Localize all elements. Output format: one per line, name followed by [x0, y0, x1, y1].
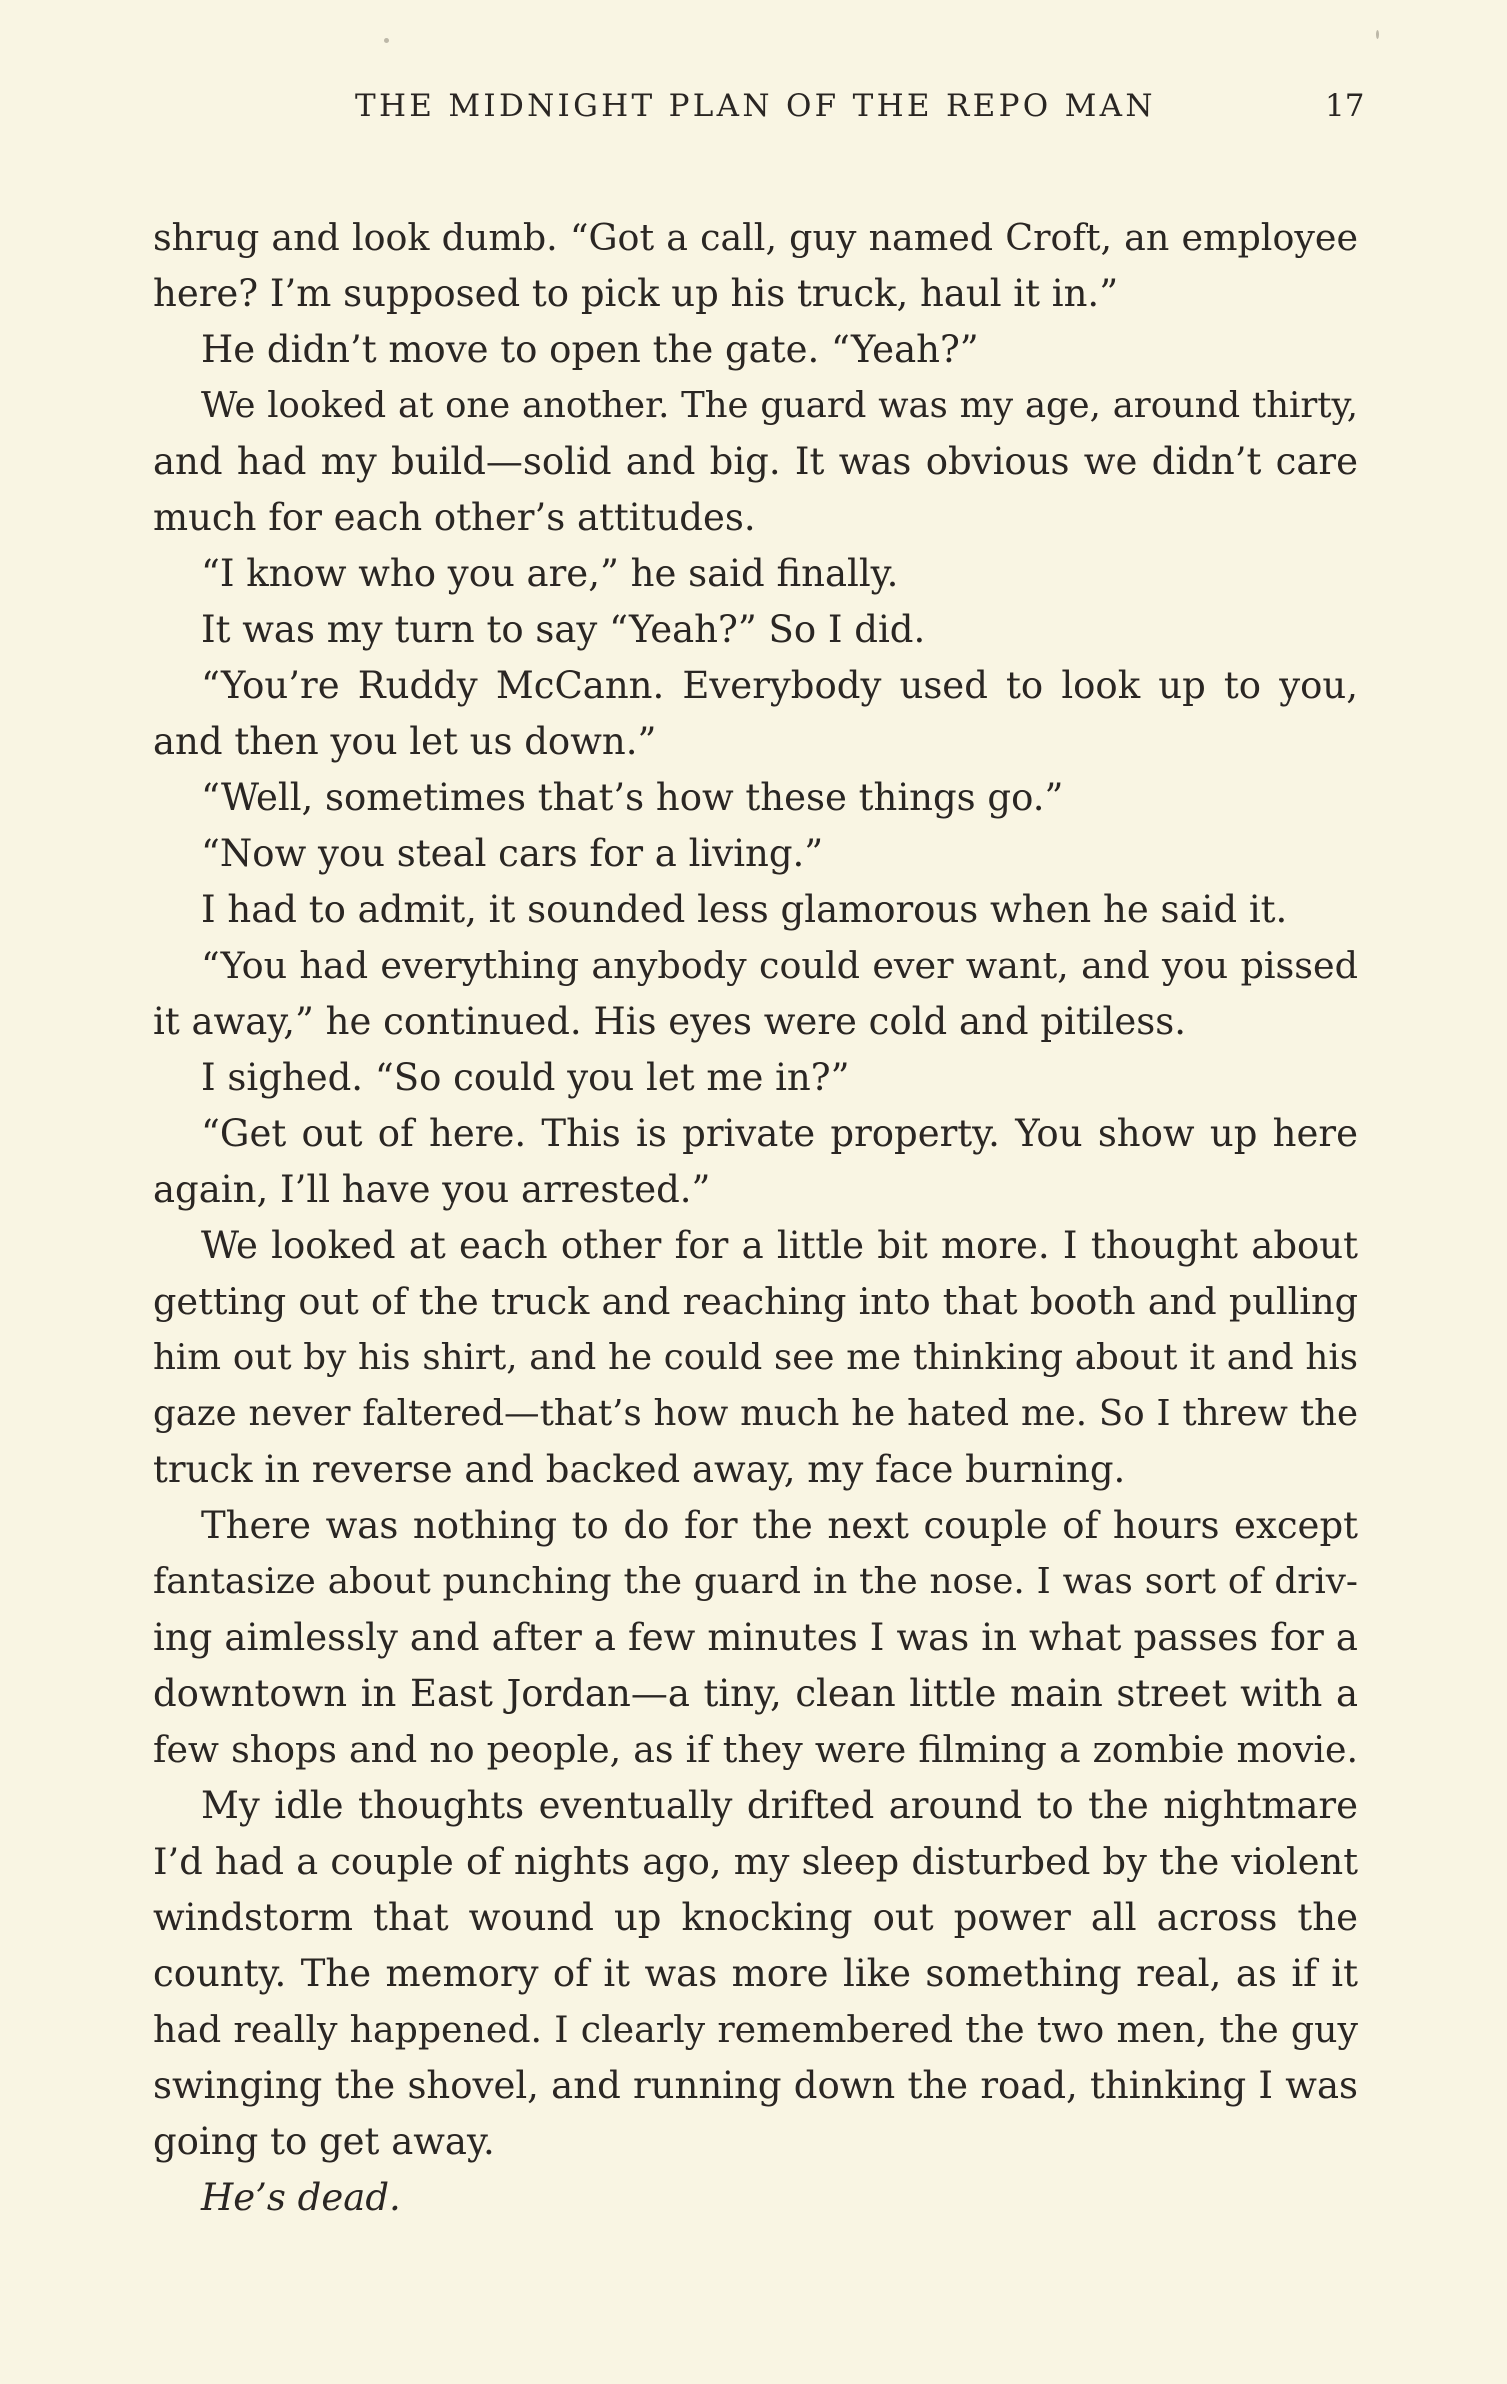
text-line: and had my build—solid and big. It was obvious we didn’t care	[153, 440, 1358, 483]
text-line: shrug and look dumb. “Got a call, guy named Croft, an employee	[153, 216, 1358, 259]
text-line: I’d had a couple of nights ago, my sleep disturbed by the violent	[153, 1840, 1358, 1883]
running-header	[0, 88, 1507, 132]
text-line: getting out of the truck and reaching into that booth and pulling	[153, 1280, 1358, 1323]
text-line: much for each other’s attitudes.	[153, 496, 756, 539]
text-line: swinging the shovel, and running down the road, thinking I was	[153, 2064, 1358, 2107]
text-line: “Get out of here. This is private property. You show up here	[201, 1112, 1358, 1155]
text-line: had really happened. I clearly remembered the two men, the guy	[153, 2008, 1358, 2051]
text-line: There was nothing to do for the next couple of hours except	[201, 1504, 1358, 1547]
text-line: I had to admit, it sounded less glamorous when he said it.	[201, 888, 1288, 931]
text-line: fantasize about punching the guard in the nose. I was sort of driv-	[153, 1561, 1358, 1602]
text-line: few shops and no people, as if they were filming a zombie movie.	[153, 1728, 1358, 1771]
text-line: I sighed. “So could you let me in?”	[201, 1056, 850, 1099]
paper-speck	[384, 38, 389, 43]
text-line: “You’re Ruddy McCann. Everybody used to look up to you,	[201, 664, 1358, 707]
text-line: going to get away.	[153, 2120, 495, 2163]
text-line: He’s dead.	[201, 2176, 401, 2219]
text-line: again, I’ll have you arrested.”	[153, 1168, 711, 1211]
text-line: here? I’m supposed to pick up his truck, haul it in.”	[153, 272, 1119, 315]
running-title: THE MIDNIGHT PLAN OF THE REPO MAN	[355, 88, 1156, 124]
text-line: “Now you steal cars for a living.”	[201, 832, 824, 875]
text-line: “I know who you are,” he said finally.	[201, 552, 899, 595]
text-line: county. The memory of it was more like something real, as if it	[153, 1952, 1358, 1995]
text-line: it away,” he continued. His eyes were cold and pitiless.	[153, 1000, 1186, 1043]
text-line: downtown in East Jordan—a tiny, clean little main street with a	[153, 1672, 1358, 1715]
text-line: He didn’t move to open the gate. “Yeah?”	[201, 328, 979, 371]
text-line: truck in reverse and backed away, my face burning.	[153, 1448, 1126, 1491]
text-line: It was my turn to say “Yeah?” So I did.	[201, 608, 926, 651]
text-line: “Well, sometimes that’s how these things go.”	[201, 776, 1064, 819]
text-line: windstorm that wound up knocking out power all across the	[153, 1896, 1358, 1939]
text-line: and then you let us down.”	[153, 720, 657, 763]
paper-speck	[1376, 30, 1379, 39]
text-line: gaze never faltered—that’s how much he hated me. So I threw the	[153, 1393, 1358, 1434]
text-line: We looked at each other for a little bit more. I thought about	[201, 1224, 1358, 1267]
text-line: ing aimlessly and after a few minutes I was in what passes for a	[153, 1616, 1358, 1659]
page-number: 17	[1325, 88, 1365, 124]
body-text	[153, 210, 1358, 2226]
text-line: him out by his shirt, and he could see me thinking about it and his	[153, 1337, 1358, 1378]
text-line: My idle thoughts eventually drifted around to the nightmare	[201, 1784, 1358, 1827]
text-line: We looked at one another. The guard was my age, around thirty,	[201, 385, 1358, 426]
text-line: “You had everything anybody could ever want, and you pissed	[201, 944, 1358, 987]
